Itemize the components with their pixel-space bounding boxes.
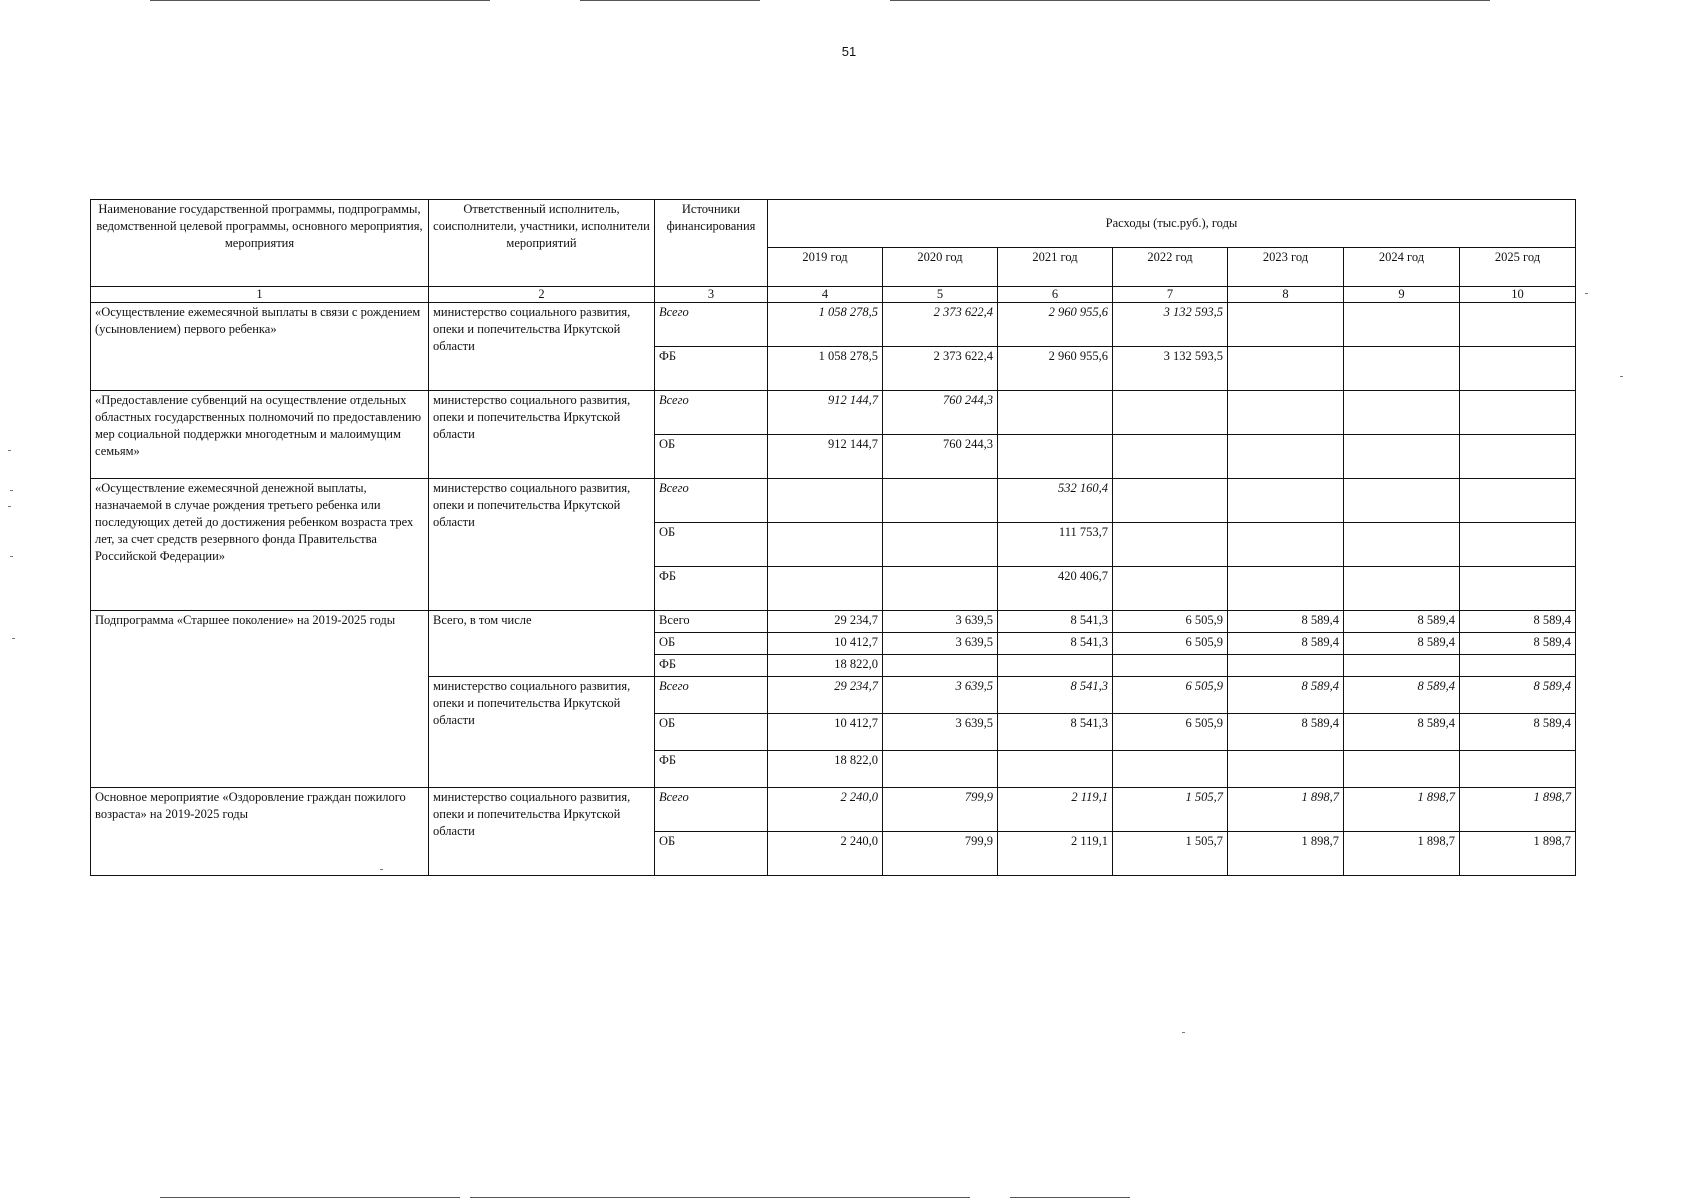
- value-cell: 111 753,7: [998, 523, 1113, 567]
- value-cell: 2 960 955,6: [998, 347, 1113, 391]
- value-cell: 1 898,7: [1344, 832, 1460, 876]
- value-cell: 10 412,7: [768, 633, 883, 655]
- program-name: «Осуществление ежемесячной денежной выплаты, назначаемой в случае рождения третьего ребенка или последующих детей до достижения ребенком возраста трех лет, за счет средств резервного фонда Правительства Российской Федерации»: [91, 479, 429, 611]
- value-cell: 1 898,7: [1460, 832, 1576, 876]
- value-cell: 3 132 593,5: [1113, 347, 1228, 391]
- page-number: 51: [841, 44, 857, 59]
- value-cell: [998, 751, 1113, 788]
- value-cell: 6 505,9: [1113, 611, 1228, 633]
- scan-speck: [8, 506, 11, 507]
- column-number: 9: [1344, 287, 1460, 303]
- value-cell: 420 406,7: [998, 567, 1113, 611]
- value-cell: [883, 655, 998, 677]
- value-cell: [883, 751, 998, 788]
- header-year: 2022 год: [1113, 248, 1228, 287]
- value-cell: 10 412,7: [768, 714, 883, 751]
- scan-speck: [1182, 1032, 1185, 1033]
- column-number: 10: [1460, 287, 1576, 303]
- value-cell: 799,9: [883, 788, 998, 832]
- value-cell: [1460, 391, 1576, 435]
- value-cell: 912 144,7: [768, 435, 883, 479]
- value-cell: [1344, 391, 1460, 435]
- value-cell: [998, 655, 1113, 677]
- value-cell: [1113, 435, 1228, 479]
- value-cell: 8 589,4: [1228, 611, 1344, 633]
- value-cell: 6 505,9: [1113, 633, 1228, 655]
- value-cell: [883, 523, 998, 567]
- value-cell: [1460, 347, 1576, 391]
- value-cell: [768, 523, 883, 567]
- value-cell: [1344, 347, 1460, 391]
- value-cell: [1113, 391, 1228, 435]
- value-cell: 2 119,1: [998, 788, 1113, 832]
- funding-source: Всего: [655, 788, 768, 832]
- value-cell: [1228, 567, 1344, 611]
- value-cell: 8 589,4: [1344, 714, 1460, 751]
- value-cell: 29 234,7: [768, 677, 883, 714]
- value-cell: 532 160,4: [998, 479, 1113, 523]
- column-number: 7: [1113, 287, 1228, 303]
- value-cell: 8 589,4: [1228, 633, 1344, 655]
- value-cell: [1460, 523, 1576, 567]
- column-number: 3: [655, 287, 768, 303]
- value-cell: 2 373 622,4: [883, 347, 998, 391]
- value-cell: [1228, 479, 1344, 523]
- value-cell: 2 119,1: [998, 832, 1113, 876]
- executor: министерство социального развития, опеки и попечительства Иркутской области: [429, 677, 655, 788]
- program-name: Основное мероприятие «Оздоровление граждан пожилого возраста» на 2019-2025 годы: [91, 788, 429, 876]
- value-cell: 8 541,3: [998, 611, 1113, 633]
- value-cell: [1228, 347, 1344, 391]
- value-cell: 1 898,7: [1344, 788, 1460, 832]
- value-cell: 760 244,3: [883, 435, 998, 479]
- header-expenses: Расходы (тыс.руб.), годы: [768, 200, 1576, 248]
- value-cell: 1 898,7: [1460, 788, 1576, 832]
- header-year: 2024 год: [1344, 248, 1460, 287]
- header-year: 2025 год: [1460, 248, 1576, 287]
- value-cell: 3 132 593,5: [1113, 303, 1228, 347]
- funding-source: ОБ: [655, 633, 768, 655]
- value-cell: 3 639,5: [883, 714, 998, 751]
- header-program-name: Наименование государственной программы, подпрограммы, ведомственной целевой программы, основного мероприятия, мероприятия: [91, 200, 429, 287]
- header-year: 2023 год: [1228, 248, 1344, 287]
- value-cell: 2 373 622,4: [883, 303, 998, 347]
- funding-source: ОБ: [655, 714, 768, 751]
- subprogram-total-label: Всего, в том числе: [429, 611, 655, 677]
- funding-source: ОБ: [655, 832, 768, 876]
- executor: министерство социального развития, опеки и попечительства Иркутской области: [429, 303, 655, 391]
- value-cell: 8 589,4: [1344, 611, 1460, 633]
- subprogram-name: Подпрограмма «Старшее поколение» на 2019-2025 годы: [91, 611, 429, 788]
- program-name: «Осуществление ежемесячной выплаты в связи с рождением (усыновлением) первого ребенка»: [91, 303, 429, 391]
- header-year: 2021 год: [998, 248, 1113, 287]
- value-cell: [998, 435, 1113, 479]
- program-name: «Предоставление субвенций на осуществление отдельных областных государственных полномочий по предоставлению мер социальной поддержки многодетным и малоимущим семьям»: [91, 391, 429, 479]
- value-cell: [1344, 303, 1460, 347]
- value-cell: 6 505,9: [1113, 677, 1228, 714]
- scan-edge-bottom: [470, 1197, 970, 1198]
- value-cell: 1 505,7: [1113, 832, 1228, 876]
- funding-source: Всего: [655, 303, 768, 347]
- value-cell: [1113, 567, 1228, 611]
- scan-speck: [1620, 376, 1623, 377]
- value-cell: [1113, 751, 1228, 788]
- value-cell: 8 589,4: [1460, 633, 1576, 655]
- value-cell: 6 505,9: [1113, 714, 1228, 751]
- value-cell: [1228, 435, 1344, 479]
- funding-source: ОБ: [655, 523, 768, 567]
- value-cell: [1460, 479, 1576, 523]
- scan-edge-top: [150, 0, 490, 1]
- value-cell: 8 589,4: [1228, 677, 1344, 714]
- value-cell: 760 244,3: [883, 391, 998, 435]
- value-cell: 799,9: [883, 832, 998, 876]
- header-executor: Ответственный исполнитель, соисполнители, участники, исполнители мероприятий: [429, 200, 655, 287]
- value-cell: 8 541,3: [998, 677, 1113, 714]
- scan-speck: [8, 450, 11, 451]
- value-cell: [1228, 391, 1344, 435]
- scan-edge-top: [890, 0, 1490, 1]
- value-cell: [1460, 567, 1576, 611]
- value-cell: [1344, 435, 1460, 479]
- scan-edge-bottom: [1010, 1197, 1130, 1198]
- scan-speck: [10, 490, 13, 491]
- scan-speck: [12, 638, 15, 639]
- value-cell: 8 541,3: [998, 714, 1113, 751]
- value-cell: [1113, 523, 1228, 567]
- value-cell: [768, 567, 883, 611]
- funding-source: Всего: [655, 479, 768, 523]
- value-cell: [1228, 655, 1344, 677]
- column-number: 8: [1228, 287, 1344, 303]
- value-cell: [768, 479, 883, 523]
- value-cell: 2 960 955,6: [998, 303, 1113, 347]
- funding-source: ФБ: [655, 567, 768, 611]
- value-cell: 1 505,7: [1113, 788, 1228, 832]
- value-cell: [1344, 479, 1460, 523]
- budget-table: [90, 199, 1576, 876]
- value-cell: 1 058 278,5: [768, 347, 883, 391]
- funding-source: Всего: [655, 677, 768, 714]
- funding-source: ФБ: [655, 655, 768, 677]
- column-number: 5: [883, 287, 998, 303]
- value-cell: [1460, 303, 1576, 347]
- value-cell: [1228, 523, 1344, 567]
- funding-source: ОБ: [655, 435, 768, 479]
- value-cell: 3 639,5: [883, 633, 998, 655]
- scan-speck: [1585, 293, 1588, 294]
- value-cell: 8 541,3: [998, 633, 1113, 655]
- value-cell: 912 144,7: [768, 391, 883, 435]
- value-cell: [1460, 435, 1576, 479]
- value-cell: 1 058 278,5: [768, 303, 883, 347]
- executor: министерство социального развития, опеки и попечительства Иркутской области: [429, 479, 655, 611]
- funding-source: Всего: [655, 611, 768, 633]
- value-cell: [1228, 303, 1344, 347]
- value-cell: 8 589,4: [1460, 677, 1576, 714]
- value-cell: 1 898,7: [1228, 832, 1344, 876]
- funding-source: ФБ: [655, 347, 768, 391]
- scan-edge-bottom: [160, 1197, 460, 1198]
- value-cell: [1460, 751, 1576, 788]
- value-cell: [1460, 655, 1576, 677]
- value-cell: 2 240,0: [768, 788, 883, 832]
- executor: министерство социального развития, опеки и попечительства Иркутской области: [429, 391, 655, 479]
- column-number: 6: [998, 287, 1113, 303]
- value-cell: 18 822,0: [768, 655, 883, 677]
- value-cell: [1113, 479, 1228, 523]
- column-number: 1: [91, 287, 429, 303]
- value-cell: [1228, 751, 1344, 788]
- value-cell: 8 589,4: [1228, 714, 1344, 751]
- value-cell: 3 639,5: [883, 611, 998, 633]
- value-cell: [883, 567, 998, 611]
- column-number: 2: [429, 287, 655, 303]
- value-cell: 2 240,0: [768, 832, 883, 876]
- value-cell: 18 822,0: [768, 751, 883, 788]
- executor: министерство социального развития, опеки и попечительства Иркутской области: [429, 788, 655, 876]
- value-cell: [883, 479, 998, 523]
- value-cell: 8 589,4: [1344, 633, 1460, 655]
- value-cell: 29 234,7: [768, 611, 883, 633]
- value-cell: 8 589,4: [1344, 677, 1460, 714]
- column-number: 4: [768, 287, 883, 303]
- scan-speck: [10, 556, 13, 557]
- value-cell: [1113, 655, 1228, 677]
- value-cell: [1344, 567, 1460, 611]
- header-year: 2019 год: [768, 248, 883, 287]
- scan-edge-top: [580, 0, 760, 1]
- value-cell: 8 589,4: [1460, 611, 1576, 633]
- value-cell: [1344, 655, 1460, 677]
- value-cell: 1 898,7: [1228, 788, 1344, 832]
- header-source: Источники финансирования: [655, 200, 768, 287]
- funding-source: Всего: [655, 391, 768, 435]
- value-cell: [998, 391, 1113, 435]
- value-cell: 3 639,5: [883, 677, 998, 714]
- value-cell: 8 589,4: [1460, 714, 1576, 751]
- funding-source: ФБ: [655, 751, 768, 788]
- value-cell: [1344, 751, 1460, 788]
- header-year: 2020 год: [883, 248, 998, 287]
- value-cell: [1344, 523, 1460, 567]
